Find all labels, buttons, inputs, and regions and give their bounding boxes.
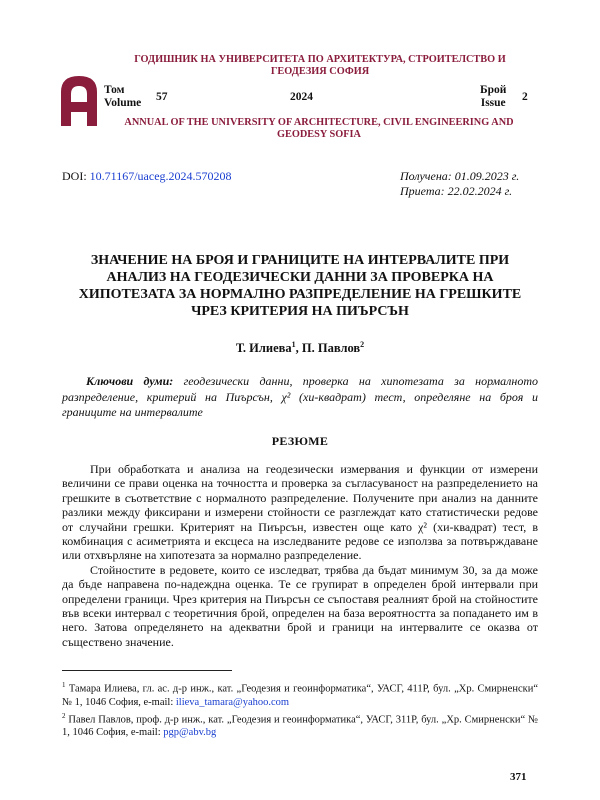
doi-label: DOI: [62,169,90,183]
journal-title-en: ANNUAL OF THE UNIVERSITY OF ARCHITECTURE, CIVIL ENGINEERING AND GEODESY SOFIA [124,117,514,140]
university-logo-icon [57,72,101,128]
issue-number: 2 [522,91,528,103]
abstract-paragraph: При обработката и анализа на геодезически измервания и функции от измерени величини се прави оценка на точността и проверка за съгласуваност на разпределението на грешките в съответствие с нормалното разпределение. Получените при анализ на данните разлики между фиксирани и измерени стойности се разглеждат като статистически редове от случайни грешки. Критерият на Пиърсън, известен още като χ² (хи-квадрат) тест, в комбинация с асиметрията и ексцеса на изследваните редове се използва за потвърждаване или отхвърляне на хипотезата за нормално разпределение. [62,462,538,563]
author-name: Т. Илиева [235,341,292,356]
footnote-mark: 2 [62,711,66,720]
abstract-paragraph: Стойностите в редовете, които се изследват, трябва да бъдат минимум 30, за да може да бъде направена по-надеждна оценка. Те се групират в определен брой интервали при определени граници. Чрез критерия на Пиърсън се съпоставя реалният брой на стойностите във всеки интервал с теоретичния брой, определен на база вероятността за попадането им в него. Затова определянето на адекватни брой и граници на интервалите се оказва от съществено значение. [62,562,538,649]
volume-label-en: Volume [104,97,142,109]
abstract-heading: РЕЗЮМЕ [271,434,329,448]
footnote [62,710,538,740]
keywords-text: геодезически данни, проверка на хипотезата за нормалното разпределение, критерий на Пиърсън, χ² (хи-квадрат) тест, определяне на броя и границите на интервалите [62,374,538,419]
author-separator: , [295,341,302,356]
keywords [62,374,538,421]
abstract-body [62,462,538,649]
footnote-email-link[interactable]: ilieva_tamara@yahoo.com [175,696,290,708]
received-date: Получена: 01.09.2023 г. [400,169,520,183]
doi-line [62,169,232,184]
footnotes [62,679,538,740]
issue-label-en: Issue [480,97,506,109]
article-title: ЗНАЧЕНИЕ НА БРОЯ И ГРАНИЦИТЕ НА ИНТЕРВАЛИТЕ ПРИ АНАЛИЗ НА ГЕОДЕЗИЧЕСКИ ДАННИ ЗА ПРОВЕРКА НА ХИПОТЕЗАТА ЗА НОРМАЛНО РАЗПРЕДЕЛЕНИЕ НА ГРЕШКИТЕ ЧРЕЗ КРИТЕРИЯ НА ПИЪРСЪН [78,253,522,319]
author-name: П. Павлов [301,341,361,356]
author-footnote-mark[interactable]: 1 [291,340,296,349]
author-footnote-mark[interactable]: 2 [360,340,365,349]
volume-label [104,84,141,110]
volume-label-bg: Том [104,84,125,96]
accepted-date: Приета: 22.02.2024 г. [400,184,513,198]
year: 2024 [290,91,313,103]
page-number: 371 [510,771,527,783]
footnote-divider [62,670,232,671]
journal-title-bg: ГОДИШНИК НА УНИВЕРСИТЕТА ПО АРХИТЕКТУРА, СТРОИТЕЛСТВО И ГЕОДЕЗИЯ СОФИЯ [134,54,506,77]
article-dates [400,169,519,199]
volume-number: 57 [156,91,168,103]
footnote-text: Тамара Илиева, гл. ас. д-р инж., кат. „Геодезия и геоинформатика“, УАСГ, 411Р, бул. „Хр. Смирненски“ № 1, 1046 София, e-mail: [62,683,538,708]
issue-label-bg: Брой [480,84,507,96]
authors [62,340,538,356]
doi-link[interactable]: 10.71167/uaceg.2024.570208 [89,169,232,183]
footnote [62,679,538,709]
issue-label [480,84,506,110]
footnote-email-link[interactable]: pgp@abv.bg [163,727,217,738]
footnote-mark: 1 [62,681,66,689]
footnote-text: Павел Павлов, проф. д-р инж., кат. „Геодезия и геоинформатика“, УАСГ, 311Р, бул. „Хр. Смирненски“ № 1, 1046 София, e-mail: [62,714,538,738]
keywords-label: Ключови думи: [86,374,174,388]
